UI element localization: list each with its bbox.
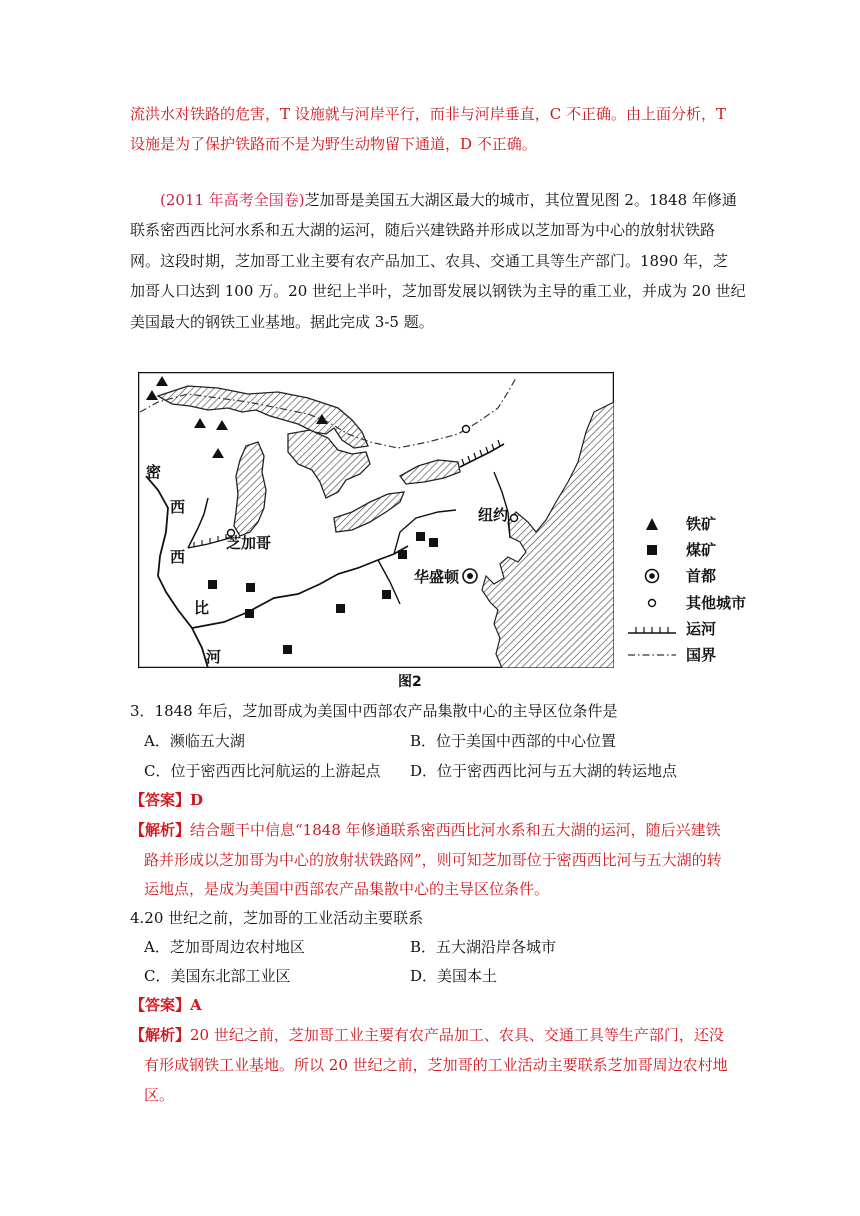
intro-line-1: 流洪水对铁路的危害，T 设施就与河岸平行，而非与河岸垂直，C 不正确。由上面分析，T: [130, 105, 727, 123]
stem-line-5: 美国最大的钢铁工业基地。据此完成 3-5 题。: [130, 313, 434, 331]
q3-analysis-2: 路并形成以芝加哥为中心的放射状铁路网”，则可知芝加哥位于密西西比河与五大湖的转: [144, 851, 722, 869]
q4-option-d: D．美国本土: [410, 967, 498, 985]
circle-icon: [632, 593, 672, 613]
q3-answer-tag: 【答案】: [130, 791, 191, 809]
q4-analysis-text-1: 20 世纪之前，芝加哥工业主要有农产品加工、农具、交通工具等生产部门，还没: [190, 1026, 724, 1044]
canal-icon: [626, 619, 678, 639]
q4-analysis-1: [130, 1025, 724, 1045]
mississippi-label-5: 河: [206, 648, 222, 666]
q4-stem: 4.20 世纪之前，芝加哥的工业活动主要联系: [130, 909, 424, 927]
mississippi-label-4: 比: [194, 599, 210, 617]
square-icon: [632, 540, 672, 560]
newyork-dot: [511, 515, 518, 522]
stem-line-4: 加哥人口达到 100 万。20 世纪上半叶，芝加哥发展以钢铁为主导的重工业，并成为 20 世纪: [130, 282, 746, 300]
q3-analysis-tag: 【解析】: [130, 821, 191, 839]
washington-label: 华盛顿: [414, 568, 460, 586]
legend-border-label: 国界: [686, 646, 717, 664]
q4-analysis-tag: 【解析】: [130, 1026, 191, 1044]
q3-analysis-3: 运地点，是成为美国中西部农产品集散中心的主导区位条件。: [144, 880, 550, 898]
q3-analysis-text-1: 结合题干中信息“1848 年修通联系密西西比河水系和五大湖的运河，随后兴建铁: [190, 821, 721, 839]
great-lakes-map: [138, 372, 614, 668]
q4-answer-tag: 【答案】: [130, 996, 191, 1014]
q4-analysis-2: 有形成钢铁工业基地。所以 20 世纪之前，芝加哥的工业活动主要联系芝加哥周边农村地: [144, 1056, 728, 1074]
q3-option-c: C．位于密西西比河航运的上游起点: [144, 762, 381, 780]
chicago-label: 芝加哥: [226, 534, 272, 552]
stem-line-1: [160, 190, 737, 210]
legend-capital-label: 首都: [686, 567, 717, 585]
figure-caption: 图2: [398, 674, 422, 690]
q3-option-b: B．位于美国中西部的中心位置: [410, 732, 617, 750]
newyork-label: 纽约: [478, 506, 509, 524]
q3-stem: 3．1848 年后，芝加哥成为美国中西部农产品集散中心的主导区位条件是: [130, 702, 618, 720]
legend-canal-label: 运河: [686, 620, 717, 638]
washington-inner: [467, 573, 473, 579]
legend-city-label: 其他城市: [686, 594, 747, 612]
q4-option-c: C．美国东北部工业区: [144, 967, 291, 985]
legend-coal-label: 煤矿: [686, 541, 717, 559]
q3-option-a: A．濒临五大湖: [144, 732, 245, 750]
triangle-icon: [632, 514, 672, 534]
stem-source: (2011 年高考全国卷): [160, 191, 305, 209]
q3-analysis-1: [130, 820, 721, 840]
q4-option-b: B．五大湖沿岸各城市: [410, 938, 557, 956]
dashdot-line-icon: [626, 645, 678, 665]
q4-option-a: A．芝加哥周边农村地区: [144, 938, 305, 956]
mississippi-label-3: 西: [170, 548, 186, 566]
q3-option-d: D．位于密西西比河与五大湖的转运地点: [410, 762, 678, 780]
q4-answer: [130, 995, 202, 1015]
q3-answer-value: D: [190, 791, 204, 809]
legend-iron-label: 铁矿: [686, 515, 717, 533]
mississippi-label-2: 西: [170, 498, 186, 516]
intro-line-2: 设施是为了保护铁路而不是为野生动物留下通道，D 不正确。: [130, 135, 537, 153]
stem-line-2: 联系密西西比河水系和五大湖的运河，随后兴建铁路并形成以芝加哥为中心的放射状铁路: [130, 221, 716, 239]
stem-line-1-text: 芝加哥是美国五大湖区最大的城市，其位置见图 2。1848 年修通: [304, 191, 737, 209]
mississippi-label-1: 密: [146, 463, 162, 481]
q4-answer-value: A: [190, 996, 202, 1014]
q4-analysis-3: 区。: [144, 1086, 175, 1104]
double-circle-icon: [632, 566, 672, 586]
q3-answer: [130, 790, 203, 810]
city-dot: [463, 426, 470, 433]
stem-line-3: 网。这段时期，芝加哥工业主要有农产品加工、农具、交通工具等生产部门。1890 年，芝: [130, 252, 728, 270]
